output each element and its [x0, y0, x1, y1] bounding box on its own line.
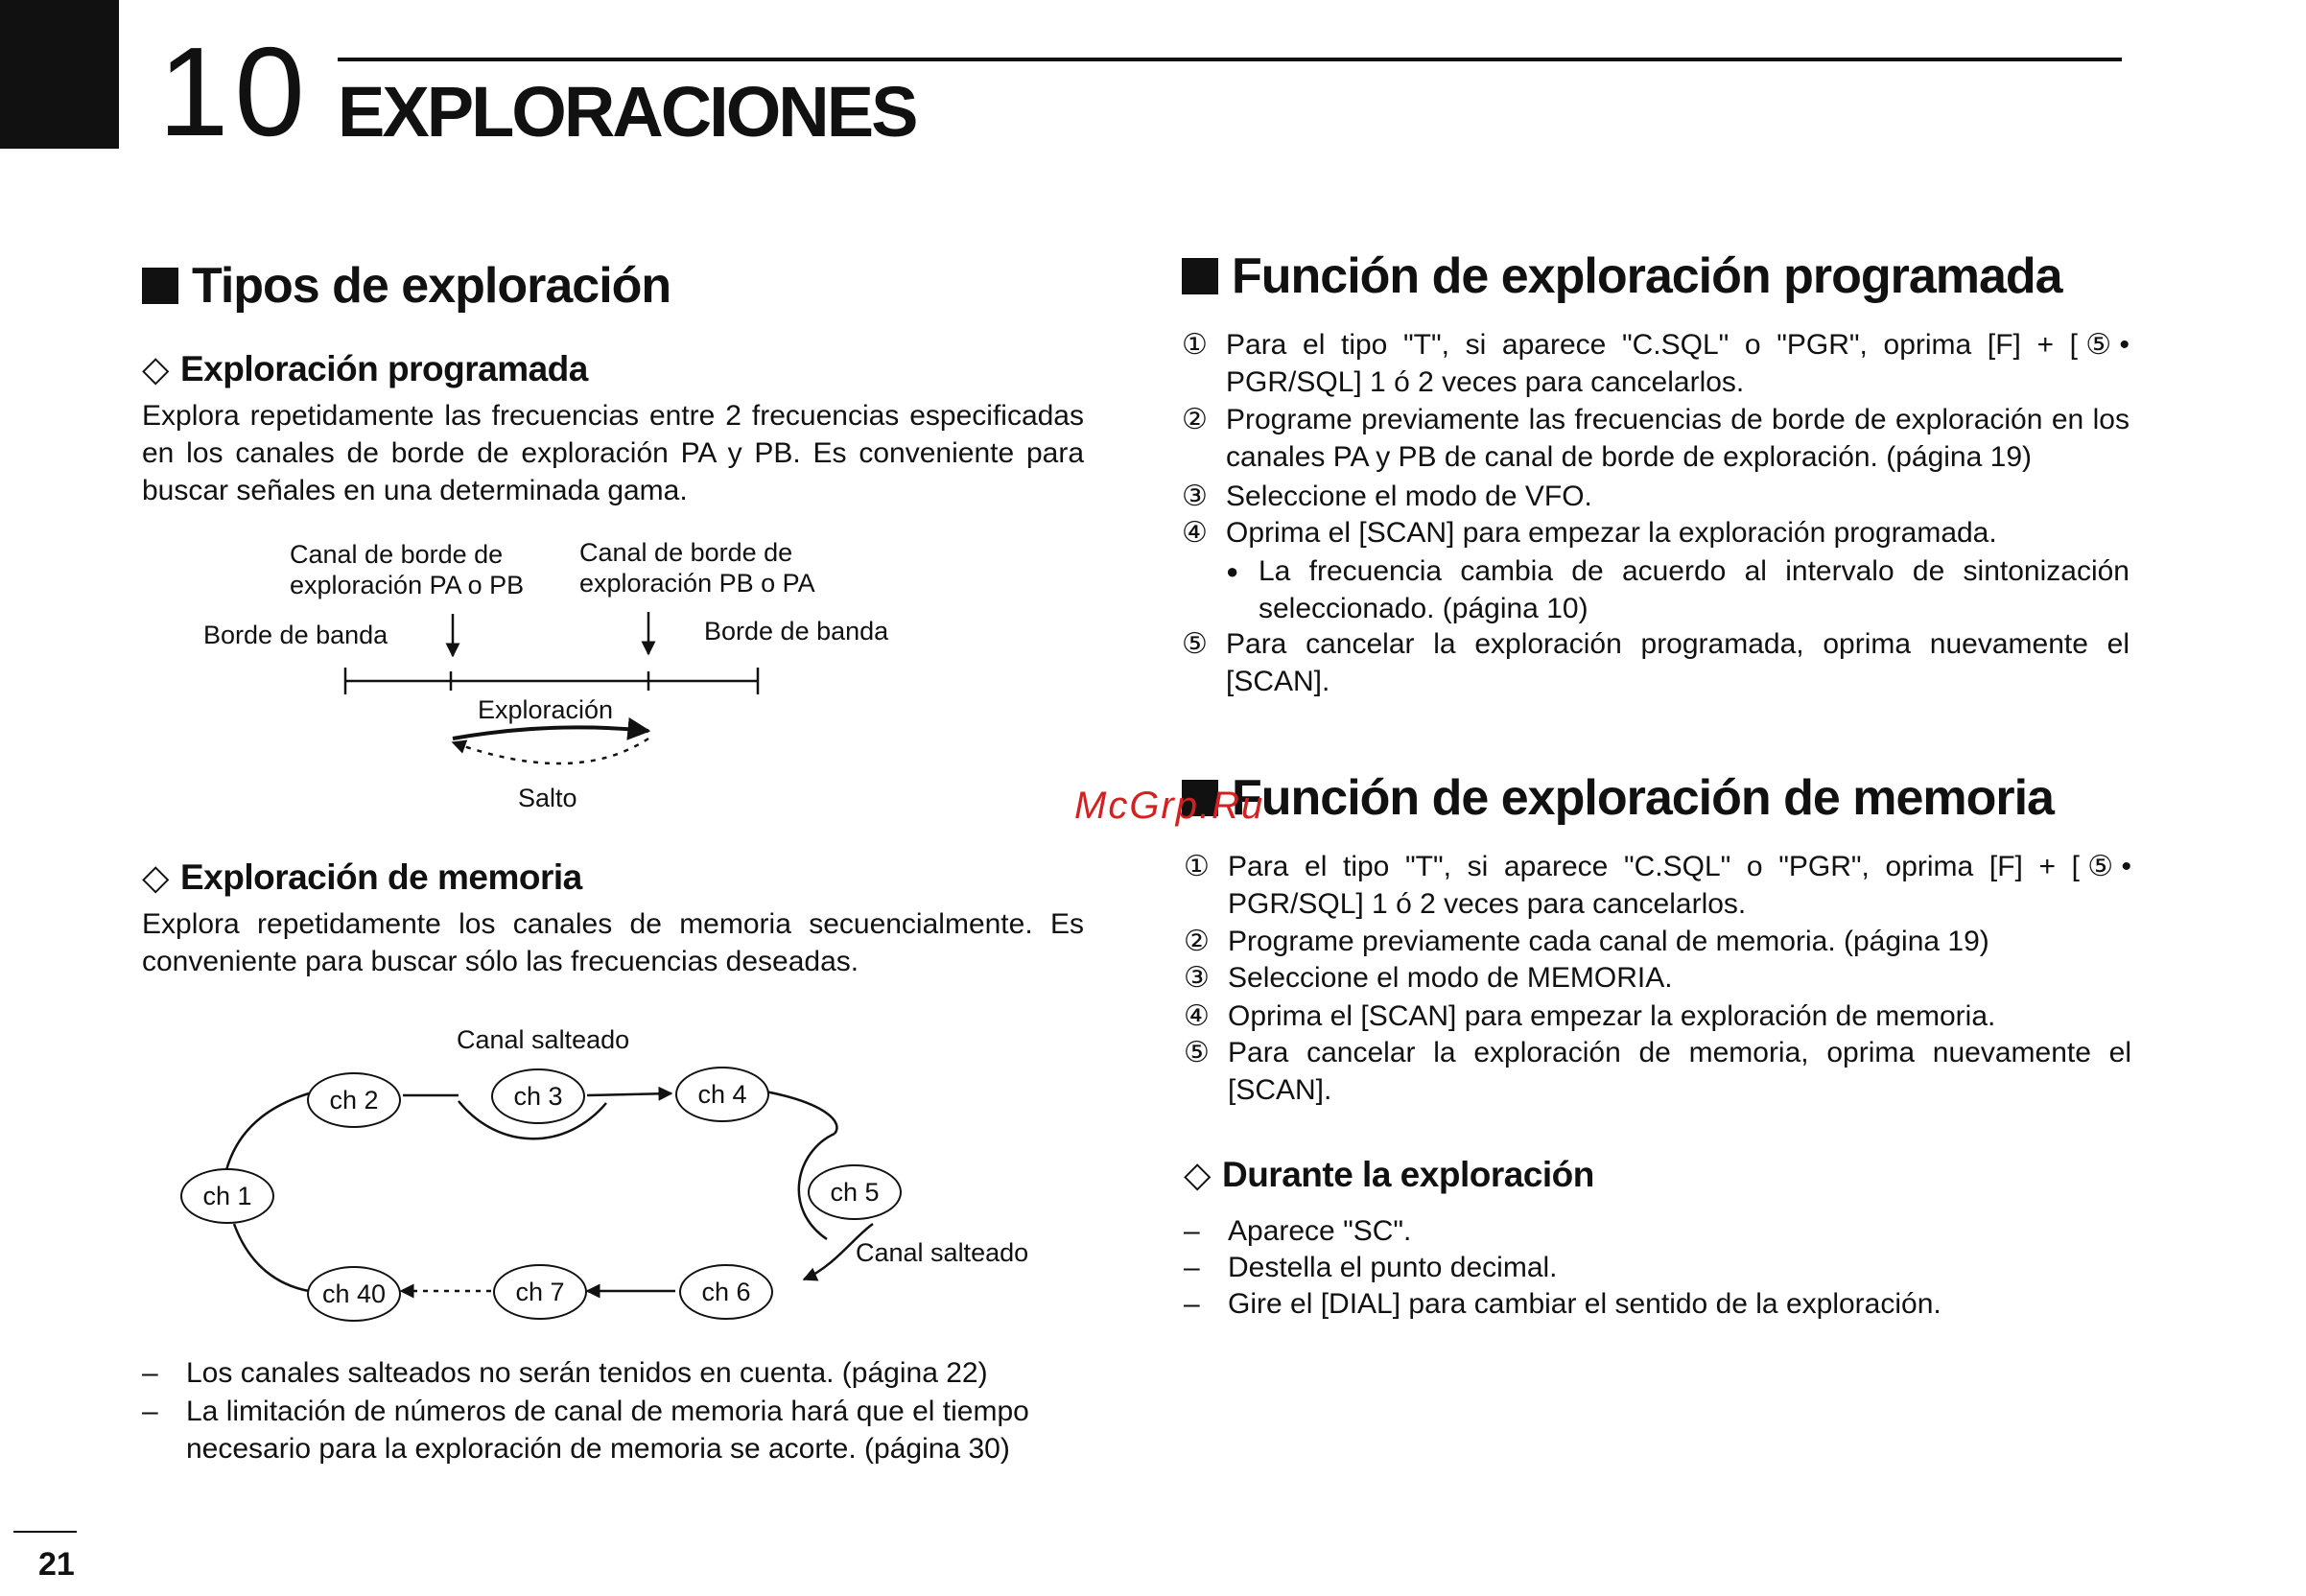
channel-ch1: ch 1: [180, 1168, 274, 1224]
diamond-icon: ◇: [142, 857, 169, 897]
during-item: – Gire el [DIAL] para cambiar el sentido de la exploración.: [1184, 1288, 1941, 1320]
note-item: – Los canales salteados no serán tenidos en cuenta. (página 22): [142, 1357, 988, 1389]
diamond-icon: ◇: [142, 349, 169, 388]
mem-step-5: ⑤ Para cancelar la exploración de memoria, oprima nuevamente el [SCAN].: [1184, 1037, 2131, 1106]
note-item: – La limitación de números de canal de memoria hará que el tiempo necesario para la exploración de memoria se acorte. (página 30): [142, 1396, 1029, 1465]
channel-ch40: ch 40: [307, 1266, 401, 1322]
during-item: – Aparece "SC".: [1184, 1215, 1412, 1247]
diamond-icon: ◇: [1184, 1155, 1211, 1194]
mem-step-1: ① Para el tipo "T", si aparece "C.SQL" o "PGR", oprima [F] + [⑤• PGR/SQL] 1 ó 2 veces para cancelarlos.: [1184, 851, 2131, 920]
channel-ch5: ch 5: [808, 1164, 902, 1220]
page-number: 21: [38, 1546, 75, 1583]
during-item: – Destella el punto decimal.: [1184, 1252, 1558, 1283]
page-rule: [13, 1531, 77, 1533]
watermark: McGrp.Ru: [1074, 785, 1265, 827]
chapter-number: 10: [158, 21, 311, 162]
prog-step-3: ③ Seleccione el modo de VFO.: [1182, 481, 1592, 512]
canal-pa-line2: exploración PA o PB: [290, 571, 525, 599]
prog-bullet: ● La frecuencia cambia de acuerdo al intervalo de sintonización seleccionado. (página 10): [1226, 555, 2130, 624]
mem-step-3: ③ Seleccione el modo de MEMORIA.: [1184, 962, 1673, 994]
canal-salteado-right: Canal salteado: [856, 1238, 1029, 1267]
sub-programada-title: ◇ Exploración programada: [142, 349, 588, 388]
canal-salteado-top: Canal salteado: [457, 1025, 630, 1054]
sub-programada-body: Explora repetidamente las frecuencias entre 2 frecuencias especificadas en los canales de borde de exploración PA y PB. Es conveniente para buscar señales en una determinada gama.: [142, 400, 1084, 506]
exploracion-label: Exploración: [478, 695, 614, 724]
channel-ch4: ch 4: [675, 1067, 769, 1122]
sub-memoria-title: ◇ Exploración de memoria: [142, 857, 582, 897]
mem-step-2: ② Programe previamente cada canal de memoria. (página 19): [1184, 926, 1989, 957]
section-mem-title: Función de exploración de memoria: [1182, 773, 2054, 823]
canal-pb-line2: exploración PB o PA: [579, 569, 815, 598]
prog-step-5: ⑤ Para cancelar la exploración programada, oprima nuevamente el [SCAN].: [1182, 628, 2130, 697]
prog-step-1: ① Para el tipo "T", si aparece "C.SQL" o "PGR", oprima [F] + [⑤• PGR/SQL] 1 ó 2 veces para cancelarlos.: [1182, 329, 2130, 398]
channel-ch7: ch 7: [493, 1264, 587, 1320]
borde-banda-right: Borde de banda: [704, 617, 889, 645]
prog-step-2: ② Programe previamente las frecuencias de borde de exploración en los canales PA y PB de canal de borde de exploración. (página 19): [1182, 404, 2130, 473]
channel-ch6: ch 6: [679, 1264, 773, 1320]
canal-pb-line1: Canal de borde de: [579, 538, 793, 567]
channel-ch2: ch 2: [307, 1072, 401, 1128]
prog-step-4: ④ Oprima el [SCAN] para empezar la exploración programada.: [1182, 517, 1997, 549]
mem-step-4: ④ Oprima el [SCAN] para empezar la exploración de memoria.: [1184, 1000, 1996, 1032]
section-square-icon: [1182, 258, 1218, 294]
borde-banda-left: Borde de banda: [203, 621, 388, 649]
section-prog-title: Función de exploración programada: [1182, 251, 2062, 301]
section-tipos-title: Tipos de exploración: [142, 261, 671, 311]
sub-durante-title: ◇ Durante la exploración: [1184, 1155, 1594, 1194]
canal-pa-line1: Canal de borde de: [290, 540, 504, 569]
chapter-title: EXPLORACIONES: [338, 72, 916, 152]
sub-memoria-body: Explora repetidamente los canales de memoria secuencialmente. Es conveniente para buscar sólo las frecuencias deseadas.: [142, 908, 1084, 977]
salto-label: Salto: [518, 784, 577, 812]
channel-ch3: ch 3: [491, 1068, 585, 1124]
